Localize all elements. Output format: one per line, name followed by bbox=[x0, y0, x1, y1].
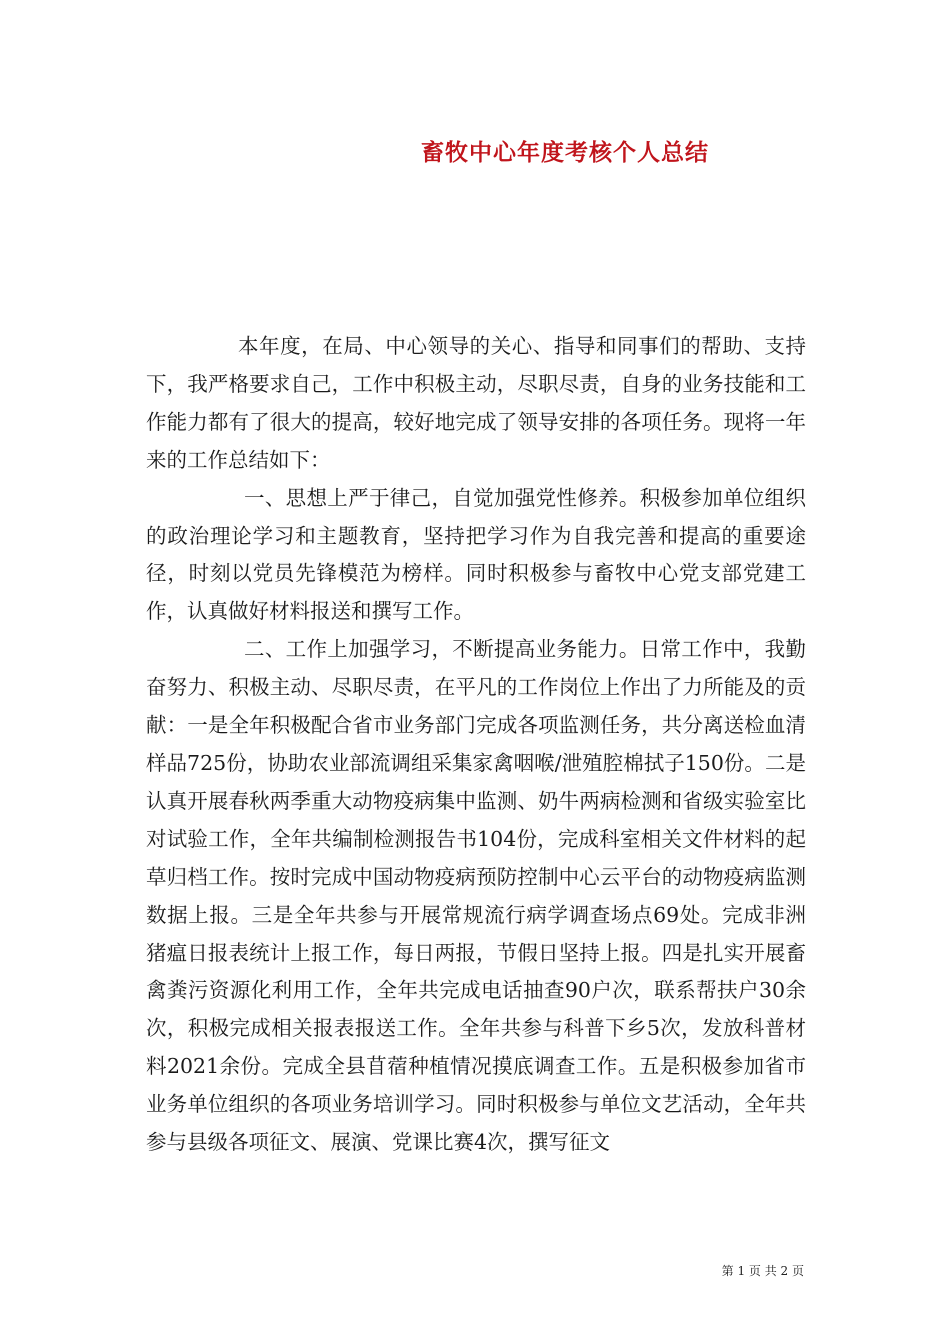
section-one-paragraph: 一、思想上严于律己，自觉加强党性修养。积极参加单位组织的政治理论学习和主题教育，坚持把学习作为自我完善和提高的重要途径，时刻以党员先锋模范为榜样。同时积极参与畜牧中心党支部党建工作，认真做好材料报送和撰写工作。 bbox=[146, 485, 806, 624]
intro-paragraph: 本年度，在局、中心领导的关心、指导和同事们的帮助、支持下，我严格要求自己，工作中积极主动，尽职尽责，自身的业务技能和工作能力都有了很大的提高，较好地完成了领导安排的各项任务。现将一年来的工作总结如下： bbox=[146, 334, 806, 472]
page-number-footer: 第 1 页 共 2 页 bbox=[721, 1264, 804, 1278]
section-two-paragraph: 二、工作上加强学习，不断提高业务能力。日常工作中，我勤奋努力、积极主动、尽职尽责，在平凡的工作岗位上作出了力所能及的贡献：一是全年积极配合省市业务部门完成各项监测任务，共分离送检血清样品725份，协助农业部流调组采集家禽咽喉/泄殖腔棉拭子150份。二是认真开展春秋两季重大动物疫病集中监测、奶牛两病检测和省级实验室比对试验工作，全年共编制检测报告书104份，完成科室相关文件材料的起草归档工作。按时完成中国动物疫病预防控制中心云平台的动物疫病监测数据上报。三是全年共参与开展常规流行病学调查场点69处。完成非洲猪瘟日报表统计上报工作，每日两报，节假日坚持上报。四是扎实开展畜禽粪污资源化利用工作，全年共完成电话抽查90户次，联系帮扶户30余次，积极完成相关报表报送工作。全年共参与科普下乡5次，发放科普材料2021余份。完成全县苜蓿种植情况摸底调查工作。五是积极参加省市业务单位组织的各项业务培训学习。同时积极参与单位文艺活动，全年共参与县级各项征文、展演、党课比赛4次，撰写征文 bbox=[146, 637, 806, 1155]
document-title: 畜牧中心年度考核个人总结 bbox=[421, 139, 709, 166]
document-body bbox=[146, 328, 806, 1162]
